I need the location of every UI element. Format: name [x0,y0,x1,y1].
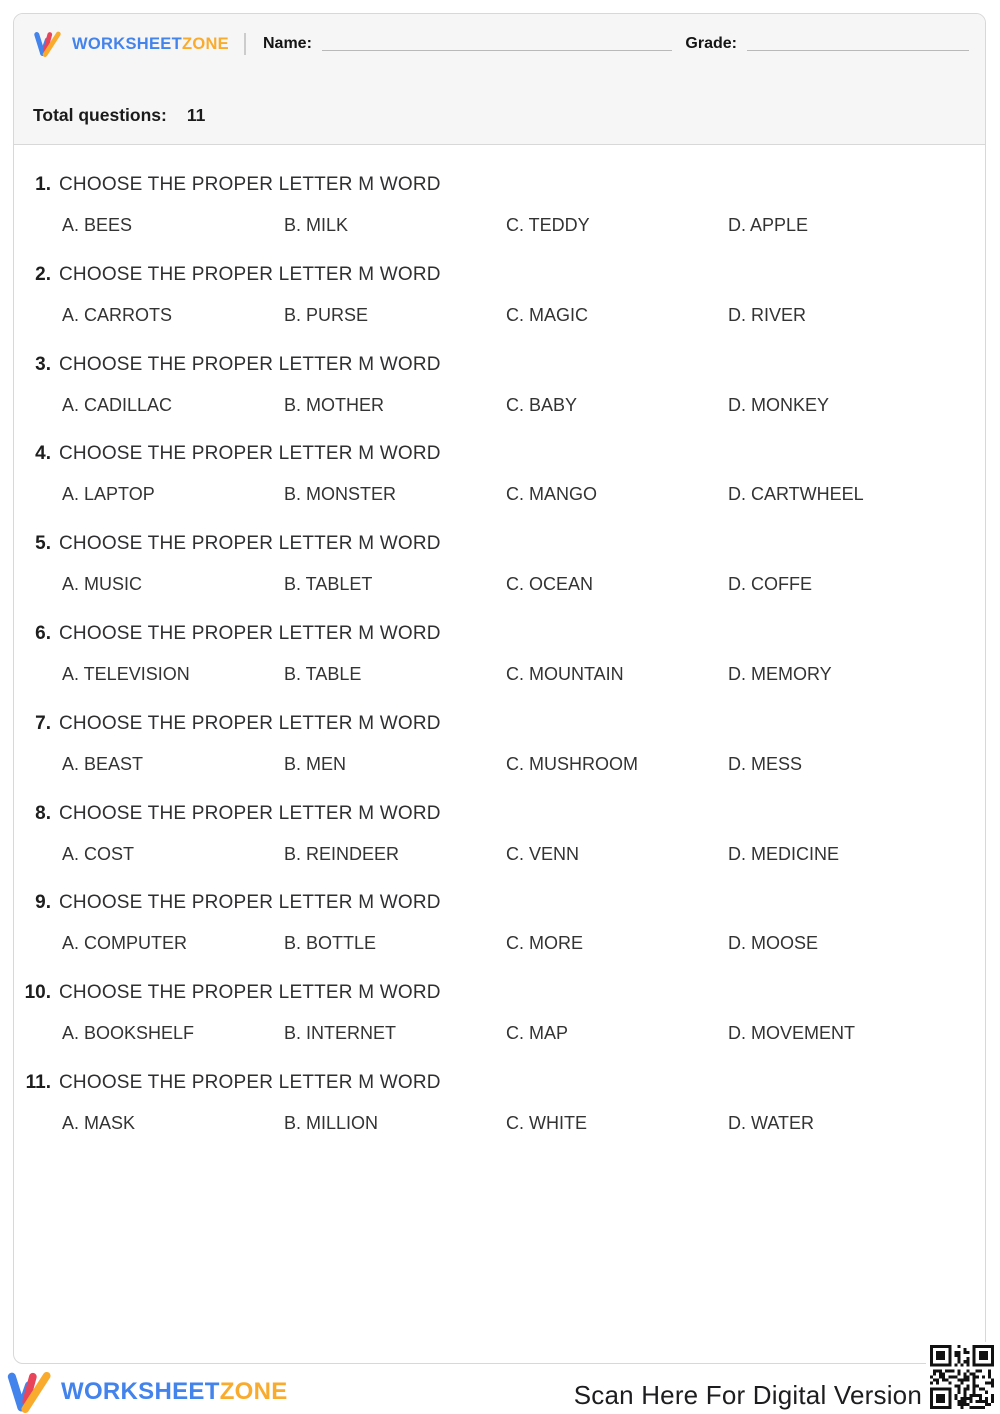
option-label: D. MONKEY [728,394,830,415]
options-row [62,1022,965,1044]
question-number: 8. [35,802,51,824]
brand-row [32,27,969,61]
option-label: C. MANGO [506,484,598,505]
question-block [24,443,965,505]
option-label: C. MUSHROOM [506,753,638,774]
worksheetzone-logo-icon [32,31,64,57]
option-label: D. MOVEMENT [728,1023,856,1044]
question-line [24,264,965,286]
qr-code-icon [926,1342,998,1412]
option-label: C. VENN [506,843,580,864]
question-line [24,174,965,196]
question-line [24,623,965,645]
question-text: CHOOSE THE PROPER LETTER M WORD [59,263,441,285]
options-row [62,304,965,326]
option-label: D. WATER [728,1112,814,1133]
question-number: 2. [35,263,51,285]
option-label: A. CARROTS [62,304,173,325]
options-row [62,753,965,775]
options-row [62,663,965,685]
question-number: 9. [35,892,51,914]
scan-here-text: Scan Here For Digital Version [573,1380,922,1410]
question-line [24,892,965,914]
options-row [62,573,965,595]
brand-name-worksheet: WORKSHEET [72,34,182,53]
name-blank-line [322,50,673,51]
option-label: A. BOOKSHELF [62,1023,195,1044]
options-row [62,1112,965,1134]
option-label: A. COST [62,843,135,864]
option-label: A. TELEVISION [62,663,190,684]
option-label: A. BEES [62,215,133,235]
question-text: CHOOSE THE PROPER LETTER M WORD [59,622,441,644]
options-row [62,483,965,505]
grade-blank-line [747,50,969,51]
question-text: CHOOSE THE PROPER LETTER M WORD [59,892,441,914]
options-row [62,932,965,954]
option-label: A. MASK [62,1112,136,1133]
question-text: CHOOSE THE PROPER LETTER M WORD [59,533,441,555]
question-text: CHOOSE THE PROPER LETTER M WORD [59,1071,441,1093]
option-label: B. PURSE [284,304,369,325]
footer-brand [6,1369,288,1414]
question-line [24,982,965,1004]
question-line [24,1072,965,1094]
option-label: C. MORE [506,933,584,954]
question-number: 11. [25,1071,51,1093]
option-label: A. COMPUTER [62,933,188,954]
question-block [24,174,965,236]
name-label: Name: [263,35,312,52]
total-questions [33,104,205,126]
option-label: B. MILLION [284,1112,379,1133]
question-text: CHOOSE THE PROPER LETTER M WORD [59,353,441,375]
option-label: C. MAP [506,1023,569,1044]
question-block [24,354,965,416]
question-line [24,443,965,465]
option-label: C. OCEAN [506,574,594,595]
brand-name [72,35,229,54]
option-label: D. RIVER [728,304,807,325]
question-number: 6. [35,622,51,644]
option-label: C. WHITE [506,1112,587,1133]
option-label: B. MILK [284,215,349,235]
option-label: B. BOTTLE [284,933,377,954]
option-label: D. APPLE [728,215,809,235]
option-label: B. MEN [284,753,347,774]
question-number: 1. [35,174,51,195]
questions-list [14,144,985,1162]
question-number: 5. [35,533,51,555]
question-line [24,713,965,735]
option-label: A. LAPTOP [62,484,155,505]
option-label: B. MOTHER [284,394,385,415]
total-questions-label: Total questions: [33,105,167,125]
question-block [24,533,965,595]
total-questions-value: 11 [186,105,206,125]
question-text: CHOOSE THE PROPER LETTER M WORD [59,174,441,195]
worksheet-card [13,13,986,1364]
option-label: D. COFFE [728,574,812,595]
option-label: A. MUSIC [62,574,143,595]
divider [244,33,246,55]
question-block [24,982,965,1044]
footer-brand-name [61,1378,288,1406]
option-label: D. MEDICINE [728,843,840,864]
question-block [24,1072,965,1134]
question-text: CHOOSE THE PROPER LETTER M WORD [59,443,441,465]
worksheetzone-logo-icon [6,1371,54,1413]
option-label: D. CARTWHEEL [728,484,864,505]
option-label: A. CADILLAC [62,394,173,415]
options-row [62,394,965,416]
question-block [24,623,965,685]
question-text: CHOOSE THE PROPER LETTER M WORD [59,712,441,734]
option-label: D. MEMORY [728,663,832,684]
question-block [24,892,965,954]
option-label: D. MOOSE [728,933,819,954]
question-block [24,264,965,326]
question-text: CHOOSE THE PROPER LETTER M WORD [59,982,441,1004]
option-label: C. BABY [506,394,578,415]
option-label: A. BEAST [62,753,144,774]
question-number: 10. [24,982,51,1004]
footer-brand-worksheet: WORKSHEET [61,1377,220,1405]
brand-name-zone: ZONE [181,34,229,53]
question-line [24,533,965,555]
option-label: B. TABLET [284,574,373,595]
footer-brand-zone: ZONE [219,1377,288,1405]
option-label: C. MOUNTAIN [506,663,624,684]
question-block [24,713,965,775]
worksheet-header [14,14,985,145]
question-block [24,803,965,865]
options-row [62,214,965,236]
options-row [62,843,965,865]
question-line [24,803,965,825]
option-label: C. MAGIC [506,304,589,325]
option-label: B. TABLE [284,663,362,684]
grade-label: Grade: [685,35,737,52]
option-label: B. INTERNET [284,1023,397,1044]
option-label: B. REINDEER [284,843,400,864]
question-number: 3. [35,353,51,375]
question-text: CHOOSE THE PROPER LETTER M WORD [59,802,441,824]
option-label: D. MESS [728,753,803,774]
question-number: 4. [35,443,51,465]
question-number: 7. [35,712,51,734]
question-line [24,354,965,376]
option-label: B. MONSTER [284,484,397,505]
option-label: C. TEDDY [506,215,590,235]
